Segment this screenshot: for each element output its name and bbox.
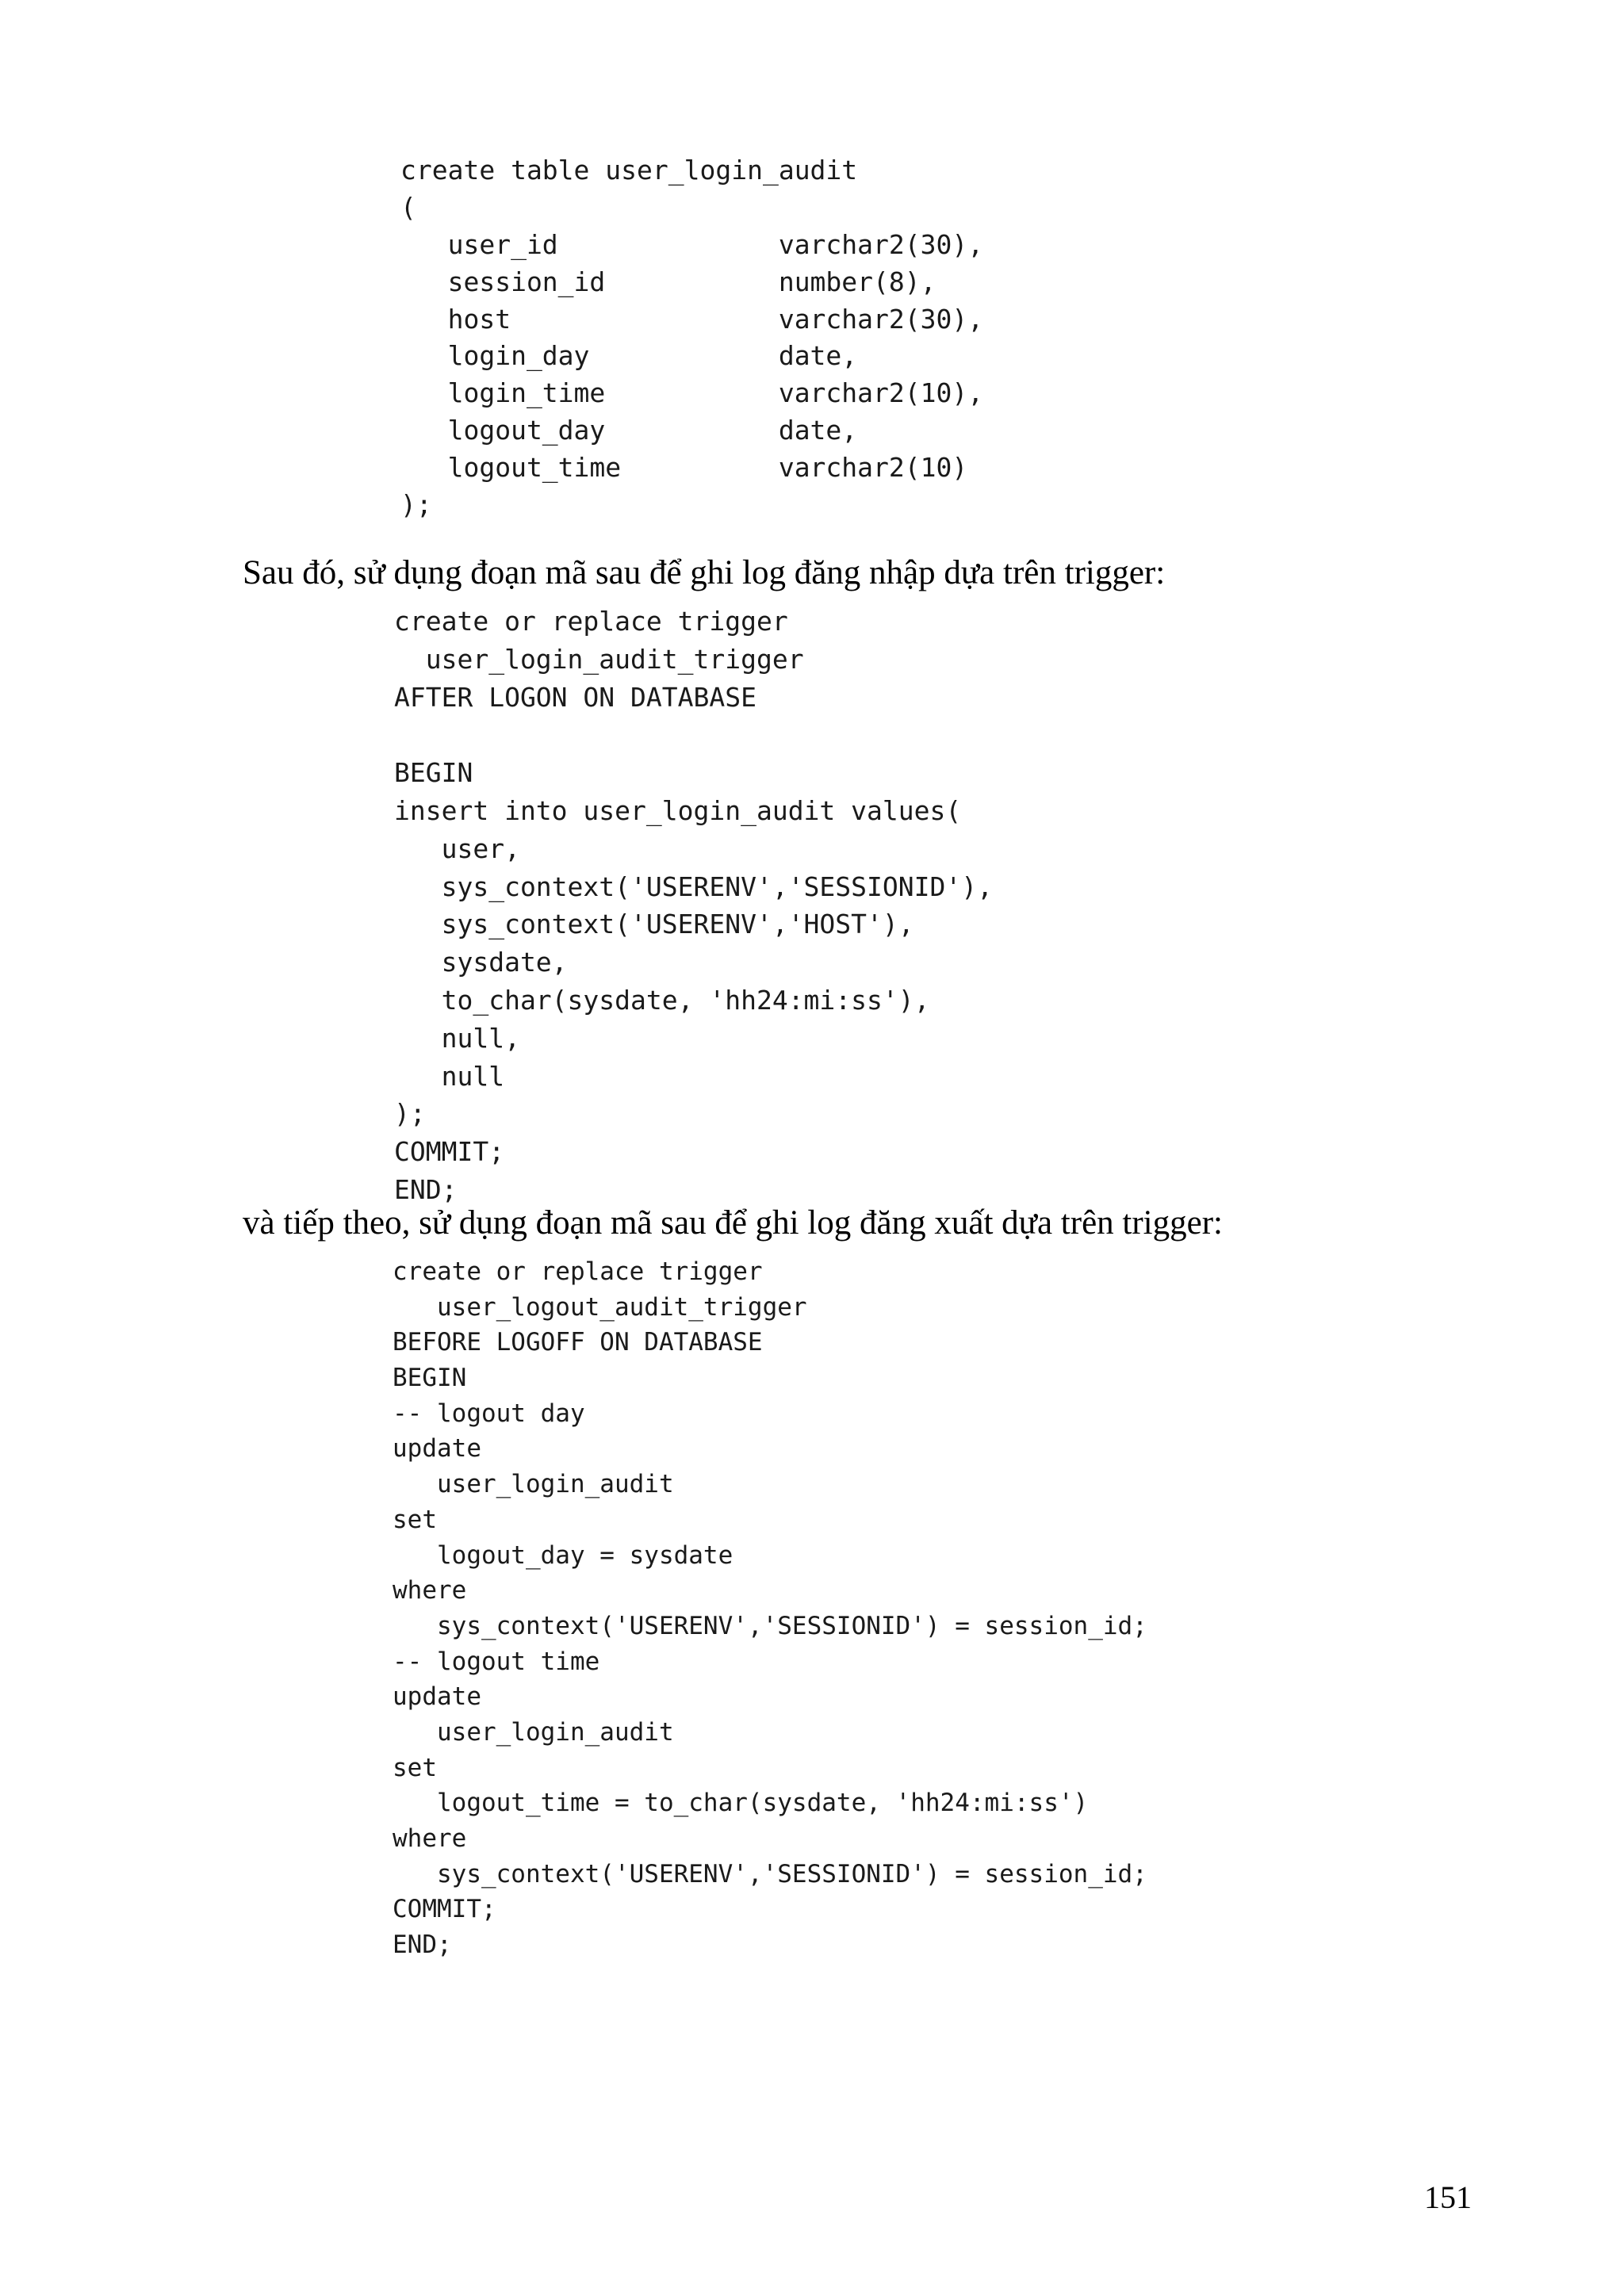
paragraph-login-trigger-intro: Sau đó, sử dụng đoạn mã sau để ghi log đăng nhập dựa trên trigger:: [243, 554, 1166, 591]
code-line: create or replace trigger: [394, 606, 788, 637]
code-block-logout-trigger: [393, 1254, 1147, 1963]
code-line: logout_day date,: [400, 415, 858, 446]
code-line: sys_context('USERENV','HOST'),: [394, 909, 914, 940]
code-block-create-table: [400, 152, 983, 524]
code-line: [394, 716, 993, 754]
code-line: );: [400, 489, 432, 521]
code-line: sys_context('USERENV','SESSIONID') = session_id;: [393, 1859, 1147, 1888]
code-line: session_id number(8),: [400, 266, 936, 297]
code-line: AFTER LOGON ON DATABASE: [394, 681, 756, 713]
code-line: where: [393, 1576, 467, 1605]
code-line: sysdate,: [394, 947, 568, 978]
code-block-login-trigger: [394, 603, 993, 1209]
code-line: user_login_audit: [393, 1470, 674, 1499]
code-line: -- logout day: [393, 1399, 585, 1428]
code-line: END;: [393, 1931, 452, 1960]
code-line: END;: [394, 1173, 458, 1205]
code-line: login_time varchar2(10),: [400, 377, 984, 409]
code-line: create table user_login_audit: [400, 155, 858, 186]
code-line: COMMIT;: [394, 1136, 505, 1168]
code-line: user_id varchar2(30),: [400, 228, 984, 260]
code-line: where: [393, 1824, 467, 1853]
code-line: user_logout_audit_trigger: [393, 1292, 807, 1322]
code-line: );: [394, 1098, 426, 1130]
code-line: -- logout time: [393, 1647, 600, 1676]
code-line: set: [393, 1753, 437, 1782]
code-line: logout_time varchar2(10): [400, 452, 968, 484]
page-number: 151: [1424, 2179, 1472, 2215]
code-line: host varchar2(30),: [400, 303, 984, 335]
code-line: COMMIT;: [393, 1895, 496, 1924]
code-line: set: [393, 1505, 437, 1534]
code-line: user_login_audit_trigger: [394, 643, 804, 675]
code-line: user_login_audit: [393, 1717, 674, 1747]
paragraph-logout-trigger-intro: và tiếp theo, sử dụng đoạn mã sau để ghi log đăng xuất dựa trên trigger:: [243, 1204, 1223, 1242]
code-line: sys_context('USERENV','SESSIONID') = session_id;: [393, 1611, 1147, 1640]
code-line: (: [400, 191, 416, 223]
code-line: null,: [394, 1022, 520, 1054]
code-line: update: [393, 1682, 481, 1712]
code-line: update: [393, 1434, 481, 1464]
code-line: sys_context('USERENV','SESSIONID'),: [394, 871, 993, 902]
code-line: BEGIN: [393, 1364, 467, 1393]
code-line: create or replace trigger: [393, 1257, 763, 1286]
code-line: logout_time = to_char(sysdate, 'hh24:mi:ss'): [393, 1789, 1089, 1818]
code-line: to_char(sysdate, 'hh24:mi:ss'),: [394, 984, 930, 1016]
code-line: BEFORE LOGOFF ON DATABASE: [393, 1328, 763, 1357]
code-line: insert into user_login_audit values(: [394, 794, 962, 826]
code-line: null: [394, 1060, 505, 1092]
code-line: BEGIN: [394, 757, 473, 789]
code-line: logout_day = sysdate: [393, 1540, 733, 1570]
code-line: login_day date,: [400, 340, 858, 372]
code-line: user,: [394, 832, 520, 864]
